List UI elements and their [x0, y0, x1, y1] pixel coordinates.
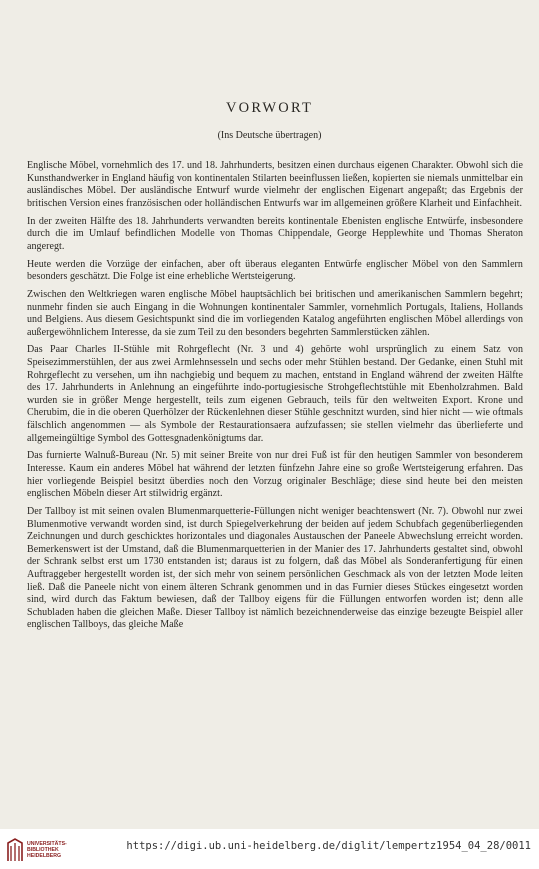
footer-bar — [0, 829, 539, 869]
library-logo-text: UNIVERSITÄTS- BIBLIOTHEK HEIDELBERG — [27, 841, 67, 859]
paragraph: Der Tallboy ist mit seinen ovalen Blumenmarquetterie-Füllungen nicht weniger beachtenswert (Nr. 7). Obwohl nur zwei Blumenmotive verwandt worden sind, ist durch Spiegelverkehrung der beiden auf jedem Schubfach gegenüberliegenden Zeichnungen und durch geschicktes horizontales und diagonales Austauschen der Paneele Abwechslung erreicht worden. Bemerkenswert ist der Umstand, daß die Blumenmarquetterien in der Manier des 17. Jahrhunderts gestaltet sind, obwohl der Schrank selbst erst um 1730 entstanden ist; daraus ist zu folgern, daß das Möbel als Sonderanfertigung für einen Auftraggeber hergestellt worden ist, der sich mehr von seinem persönlichen Geschmack als von der letzten Mode leiten ließ. Daß die Paneele nicht von einem älteren Schrank genommen und in das Furnier dieses Stückes eingesetzt worden sind, wird durch das Faktum bewiesen, daß der Tallboy eigens für die Füllungen entworfen worden ist; denn alle Schubladen haben die gleichen Maße. Dieser Tallboy ist nämlich bezeichnenderweise das einzige bezeugte Beispiel aller englischen Tallboys, das gleiche Maße — [27, 505, 523, 631]
page-title: VORWORT — [225, 100, 314, 116]
paragraph: Heute werden die Vorzüge der einfachen, aber oft überaus eleganten Entwürfe englischer Möbel von den Sammlern besonders geschätzt. Die Folge ist eine erhebliche Wertsteigerung. — [27, 258, 523, 283]
body-text — [27, 160, 523, 637]
page-subtitle: (Ins Deutsche übertragen) — [217, 130, 322, 141]
library-logo[interactable] — [6, 837, 70, 863]
paragraph: Das Paar Charles II-Stühle mit Rohrgeflecht (Nr. 3 und 4) gehörte wohl ursprünglich zu einem Satz von Speisezimmerstühlen, der aus zwei Armlehnsesseln und sechs oder mehr Stühlen bestand. Der Gedanke, einen Stuhl mit Rohrgeflecht zu versehen, um ihn nachgiebig und bequem zu machen, entstand in England während der zweiten Hälfte des 17. Jahrhunderts in Anlehnung an eingeführte indo-portugiesische Strohgeflechtstühle mit Ebenholzrahmen. Bald wurden sie in größer Menge hergestellt, teils zum eigenen Gebrauch, teils für den weltweiten Export. Krone und Cherubim, die in die oberen Querhölzer der Rückenlehnen dieser Stühle geschnitzt wurden, sind hier nicht — wie oftmals fälschlich angenommen — als Symbole der Restaurationsaera aufzufassen; sie stellen vielmehr das überlieferte und allgemeingültige Symbol des Gottesgnadenkönigtums dar. — [27, 344, 523, 444]
library-logo-icon — [6, 837, 24, 863]
paragraph: Zwischen den Weltkriegen waren englische Möbel hauptsächlich bei britischen und amerikanischen Sammlern begehrt; nunmehr finden sie auch Eingang in die Wohnungen kontinentaler Sammler, vornehmlich Portugals, Italiens, Hollands und Belgiens. Aus diesem Gesichtspunkt sind die im vorliegenden Katalog angeführten englischen Möbel allerdings von außergewöhnlichem Interesse, da sie zum Teil zu den besonders begehrten Sammlerstücken zählen. — [27, 288, 523, 338]
paragraph: In der zweiten Hälfte des 18. Jahrhunderts verwandten bereits kontinentale Ebenisten englische Entwürfe, insbesondere durch die im Umlauf befindlichen Modelle von Thomas Chippendale, George Hepplewhite und Thomas Sheraton angeregt. — [27, 215, 523, 252]
paragraph: Englische Möbel, vornehmlich des 17. und 18. Jahrhunderts, besitzen einen durchaus eigenen Charakter. Obwohl sich die Kunsthandwerker in England häufig von kontinentalen Stilarten beeinflussen ließen, kopierten sie niemals unmittelbar ein ausländisches Möbel. Der ausländische Entwurf wurde vielmehr der englischen Eigenart angepaßt; das Ergebnis der britischen Version eines französischen oder holländischen Entwurfs war im allgemeinen größere Klarheit und Einfachheit. — [27, 160, 523, 209]
paragraph: Das furnierte Walnuß-Bureau (Nr. 5) mit seiner Breite von nur drei Fuß ist für den heutigen Sammler von besonderem Interesse. Kaum ein anderes Möbel hat während der letzten fünfzehn Jahre eine so große Wertsteigerung erfahren. Das hier vorliegende Beispiel besitzt überdies noch den Vorzug originaler Beschläge; diese sind heute bei den meisten englischen Möbeln dieser Art stilwidrig ergänzt. — [27, 450, 523, 500]
source-url-link[interactable]: https://digi.ub.uni-heidelberg.de/diglit/lempertz1954_04_28/0011 — [126, 840, 531, 852]
